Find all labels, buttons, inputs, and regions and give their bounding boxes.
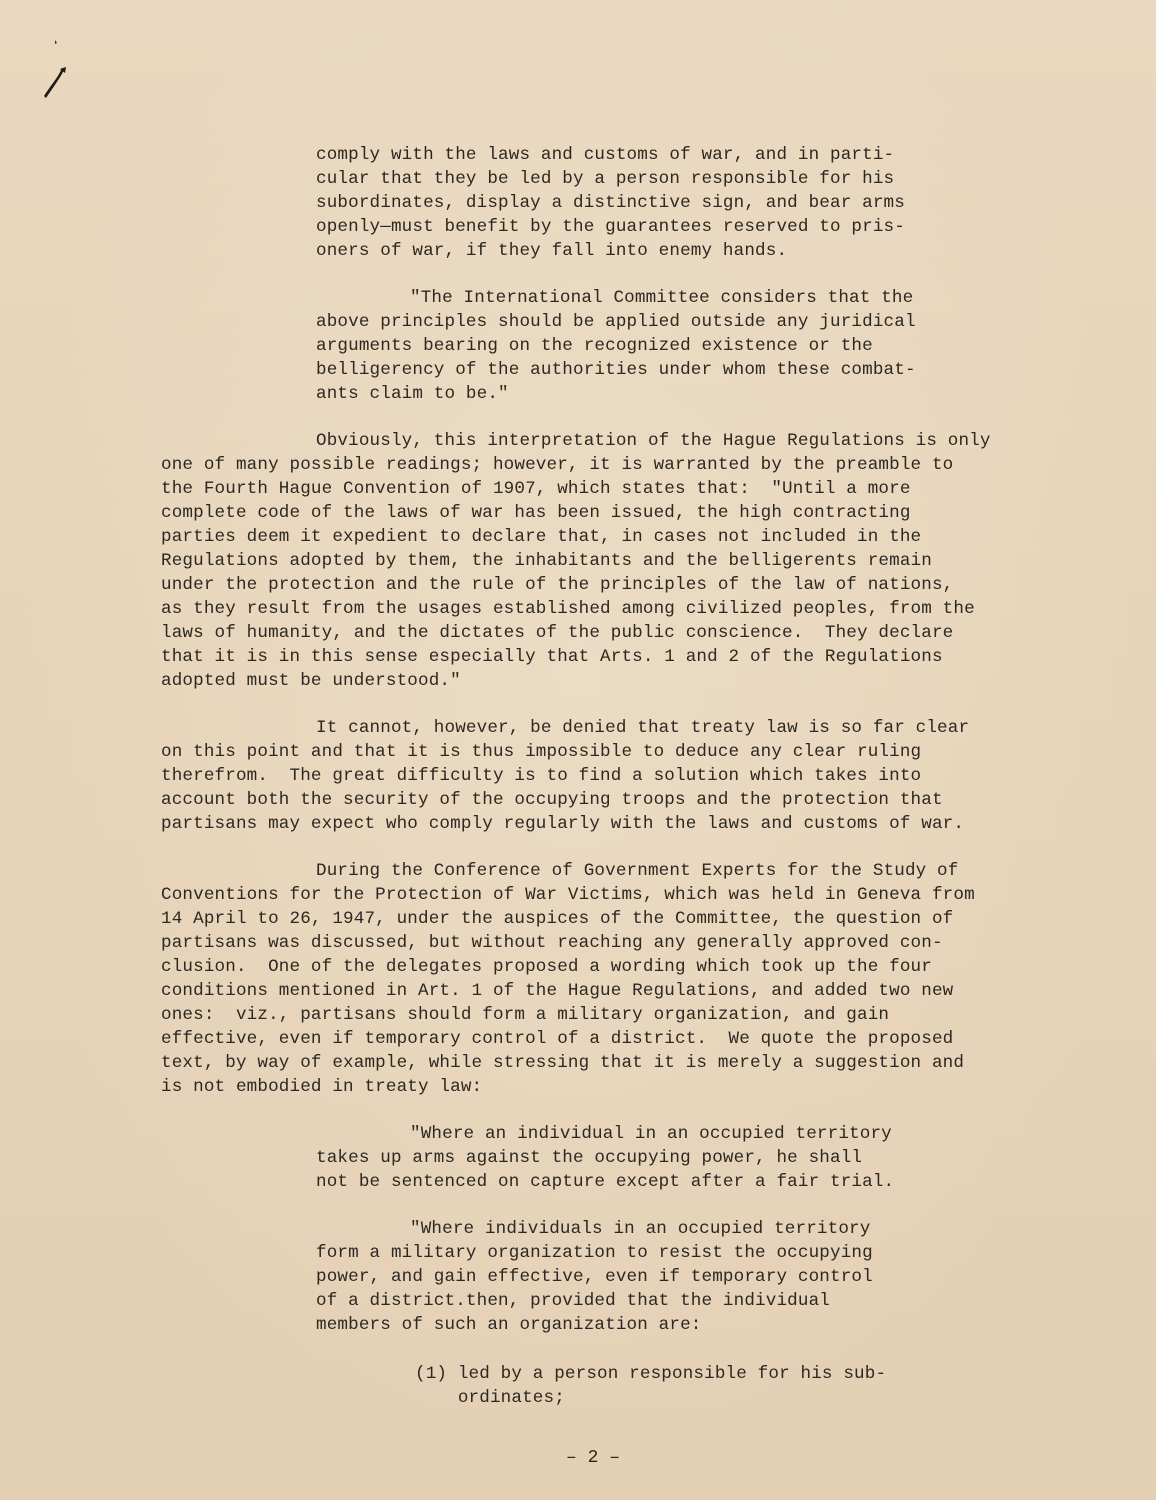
- para-conference-line-9: text, by way of example, while stressing that it is merely a suggestion and: [161, 1053, 965, 1073]
- quote-committee-line-3: subordinates, display a distinctive sign, and bear arms: [316, 193, 905, 213]
- quote-individuals-line-2: form a military organization to resist the occupying: [316, 1243, 873, 1263]
- quote-committee2-line-3: arguments bearing on the recognized existence or the: [316, 336, 873, 356]
- para-cannot-line-3: therefrom. The great difficulty is to find a solution which takes into: [161, 766, 922, 786]
- list-item-1-line-1: (1) led by a person responsible for his sub-: [415, 1364, 887, 1384]
- para-conference-line-4: partisans was discussed, but without reaching any generally approved con-: [161, 933, 943, 953]
- para-obviously-line-5: parties deem it expedient to declare that, in cases not included in the: [161, 527, 922, 547]
- para-conference-line-5: clusion. One of the delegates proposed a wording which took up the four: [161, 957, 932, 977]
- para-obviously-line-9: laws of humanity, and the dictates of the public conscience. They declare: [161, 623, 954, 643]
- para-obviously-line-3: the Fourth Hague Convention of 1907, which states that: "Until a more: [161, 479, 911, 499]
- quote-committee2-line-1: "The International Committee considers that the: [410, 288, 914, 308]
- para-conference-line-7: ones: viz., partisans should form a military organization, and gain: [161, 1005, 890, 1025]
- quote-individuals-line-5: members of such an organization are:: [316, 1315, 702, 1335]
- quote-committee2-line-2: above principles should be applied outside any juridical: [316, 312, 916, 332]
- para-conference-line-2: Conventions for the Protection of War Victims, which was held in Geneva from: [161, 885, 975, 905]
- para-cannot-line-1: It cannot, however, be denied that treaty law is so far clear: [316, 718, 970, 738]
- quote-committee-line-4: openly—must benefit by the guarantees reserved to pris-: [316, 217, 905, 237]
- para-obviously-line-10: that it is in this sense especially that Arts. 1 and 2 of the Regulations: [161, 647, 943, 667]
- para-obviously-line-7: under the protection and the rule of the principles of the law of nations,: [161, 575, 954, 595]
- para-obviously-line-11: adopted must be understood.": [161, 671, 461, 691]
- para-obviously-line-4: complete code of the laws of war has been issued, the high contracting: [161, 503, 911, 523]
- quote-committee-line-5: oners of war, if they fall into enemy hands.: [316, 241, 788, 261]
- para-conference-line-10: is not embodied in treaty law:: [161, 1077, 483, 1097]
- para-obviously-line-2: one of many possible readings; however, it is warranted by the preamble to: [161, 455, 954, 475]
- para-cannot-line-4: account both the security of the occupying troops and the protection that: [161, 790, 943, 810]
- para-obviously-line-6: Regulations adopted by them, the inhabitants and the belligerents remain: [161, 551, 932, 571]
- quote-committee2-line-5: ants claim to be.": [316, 384, 509, 404]
- para-conference-line-8: effective, even if temporary control of a district. We quote the proposed: [161, 1029, 954, 1049]
- para-conference-line-6: conditions mentioned in Art. 1 of the Hague Regulations, and added two new: [161, 981, 954, 1001]
- para-cannot-line-2: on this point and that it is thus impossible to deduce any clear ruling: [161, 742, 922, 762]
- quote-individual-line-2: takes up arms against the occupying power, he shall: [316, 1148, 863, 1168]
- ink-mark-icon: [36, 38, 76, 108]
- quote-individual-line-1: "Where an individual in an occupied territory: [410, 1124, 892, 1144]
- quote-individuals-line-3: power, and gain effective, even if temporary control: [316, 1267, 873, 1287]
- quote-committee2-line-4: belligerency of the authorities under whom these combat-: [316, 360, 916, 380]
- para-conference-line-3: 14 April to 26, 1947, under the auspices of the Committee, the question of: [161, 909, 954, 929]
- para-cannot-line-5: partisans may expect who comply regularly with the laws and customs of war.: [161, 814, 965, 834]
- para-conference-line-1: During the Conference of Government Experts for the Study of: [316, 861, 959, 881]
- quote-individual-line-3: not be sentenced on capture except after a fair trial.: [316, 1172, 895, 1192]
- para-obviously-line-8: as they result from the usages established among civilized peoples, from the: [161, 599, 975, 619]
- quote-individuals-line-4: of a district.then, provided that the individual: [316, 1291, 830, 1311]
- quote-committee-line-2: cular that they be led by a person responsible for his: [316, 169, 895, 189]
- page-number: – 2 –: [566, 1448, 621, 1468]
- quote-committee-line-1: comply with the laws and customs of war, and in parti-: [316, 145, 895, 165]
- quote-individuals-line-1: "Where individuals in an occupied territory: [410, 1219, 871, 1239]
- list-item-1-line-2: ordinates;: [415, 1388, 565, 1408]
- para-obviously-line-1: Obviously, this interpretation of the Hague Regulations is only: [316, 431, 991, 451]
